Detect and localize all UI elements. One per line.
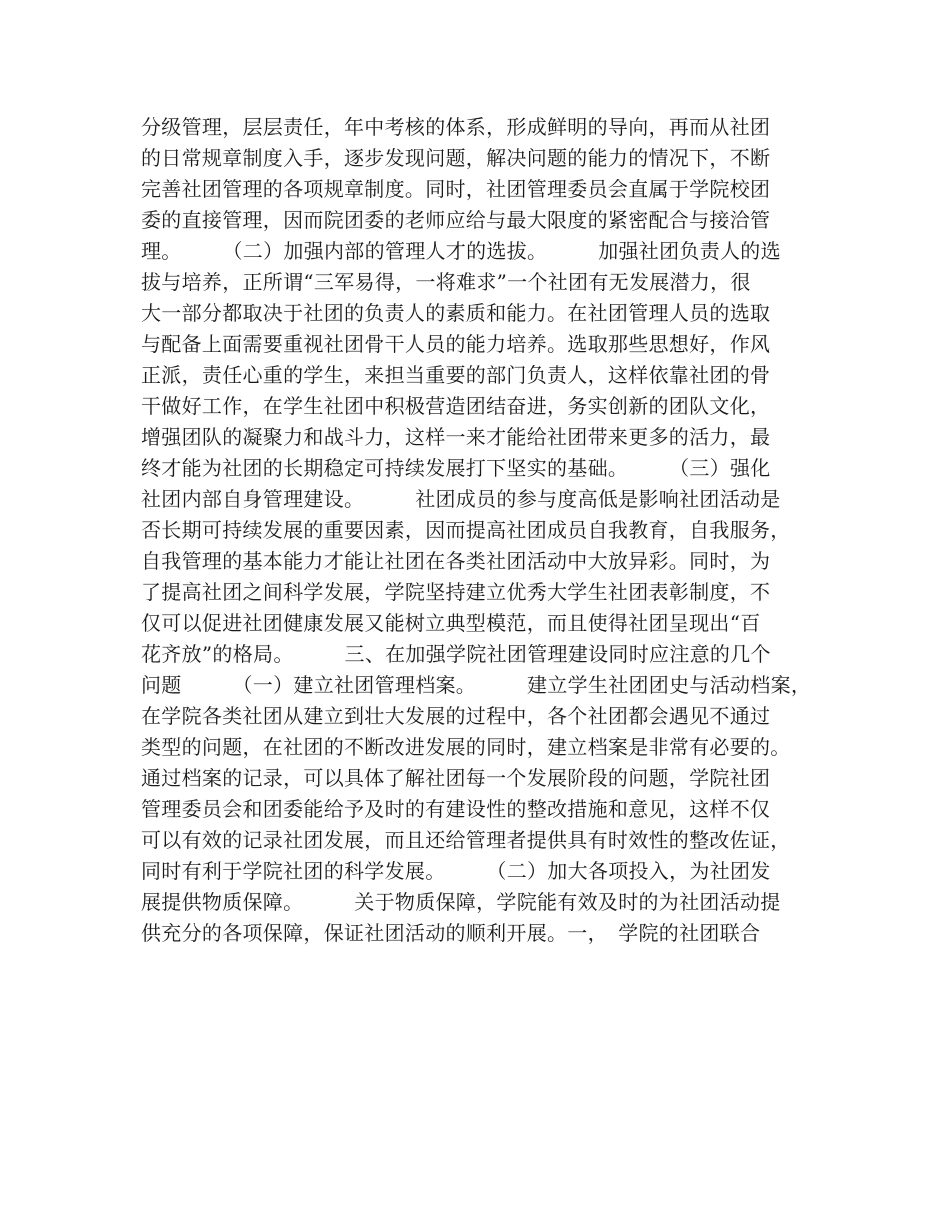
text-line: 类型的问题，在社团的不断改进发展的同时，建立档案是非常有必要的。 bbox=[141, 735, 791, 759]
text-line: 供充分的各项保障，保证社团活动的顺利开展。一， 学院的社团联合 bbox=[141, 921, 761, 945]
text-line: 花齐放”的格局。 三、在加强学院社团管理建设同时应注意的几个 bbox=[141, 642, 771, 666]
text-line: 通过档案的记录，可以具体了解社团每一个发展阶段的问题，学院社团 bbox=[141, 766, 771, 790]
text-line: 仅可以促进社团健康发展又能树立典型模范，而且使得社团呈现出“百 bbox=[141, 611, 761, 635]
text-line: 正派，责任心重的学生，来担当重要的部门负责人，这样依靠社团的骨 bbox=[141, 363, 771, 387]
text-line: 的日常规章制度入手，逐步发现问题，解决问题的能力的情况下，不断 bbox=[141, 146, 771, 170]
text-line: 拔与培养，正所谓“三军易得，一将难求”一个社团有无发展潜力，很 bbox=[141, 270, 751, 294]
text-line: 委的直接管理，因而院团委的老师应给与最大限度的紧密配合与接洽管 bbox=[141, 208, 771, 232]
text-line: 社团内部自身管理建设。 社团成员的参与度高低是影响社团活动是 bbox=[141, 487, 781, 511]
body-text bbox=[141, 112, 821, 949]
text-line: 了提高社团之间科学发展，学院坚持建立优秀大学生社团表彰制度，不 bbox=[141, 580, 771, 604]
text-line: 终才能为社团的长期稳定可持续发展打下坚实的基础。 （三）强化 bbox=[141, 456, 771, 480]
text-line: 展提供物质保障。 关于物质保障，学院能有效及时的为社团活动提 bbox=[141, 890, 781, 914]
text-line: 分级管理，层层责任，年中考核的体系，形成鲜明的导向，再而从社团 bbox=[141, 115, 771, 139]
text-line: 否长期可持续发展的重要因素，因而提高社团成员自我教育，自我服务， bbox=[141, 518, 791, 542]
text-line: 管理委员会和团委能给予及时的有建设性的整改措施和意见，这样不仅 bbox=[141, 797, 771, 821]
text-line: 增强团队的凝聚力和战斗力，这样一来才能给社团带来更多的活力，最 bbox=[141, 425, 771, 449]
text-line: 自我管理的基本能力才能让社团在各类社团活动中大放异彩。同时，为 bbox=[141, 549, 771, 573]
text-line: 同时有利于学院社团的科学发展。 （二）加大各项投入，为社团发 bbox=[141, 859, 771, 883]
text-line: 可以有效的记录社团发展，而且还给管理者提供具有时效性的整改佐证， bbox=[141, 828, 791, 852]
text-line: 理。 （二）加强内部的管理人才的选拔。 加强社团负责人的选 bbox=[141, 239, 781, 263]
text-line: 问题 （一）建立社团管理档案。 建立学生社团团史与活动档案， bbox=[141, 673, 812, 697]
text-line: 完善社团管理的各项规章制度。同时，社团管理委员会直属于学院校团 bbox=[141, 177, 771, 201]
text-line: 大一部分都取决于社团的负责人的素质和能力。在社团管理人员的选取 bbox=[141, 301, 771, 325]
text-line: 与配备上面需要重视社团骨干人员的能力培养。选取那些思想好，作风 bbox=[141, 332, 771, 356]
text-line: 干做好工作，在学生社团中积极营造团结奋进，务实创新的团队文化， bbox=[141, 394, 771, 418]
text-line: 在学院各类社团从建立到壮大发展的过程中，各个社团都会遇见不通过 bbox=[141, 704, 771, 728]
